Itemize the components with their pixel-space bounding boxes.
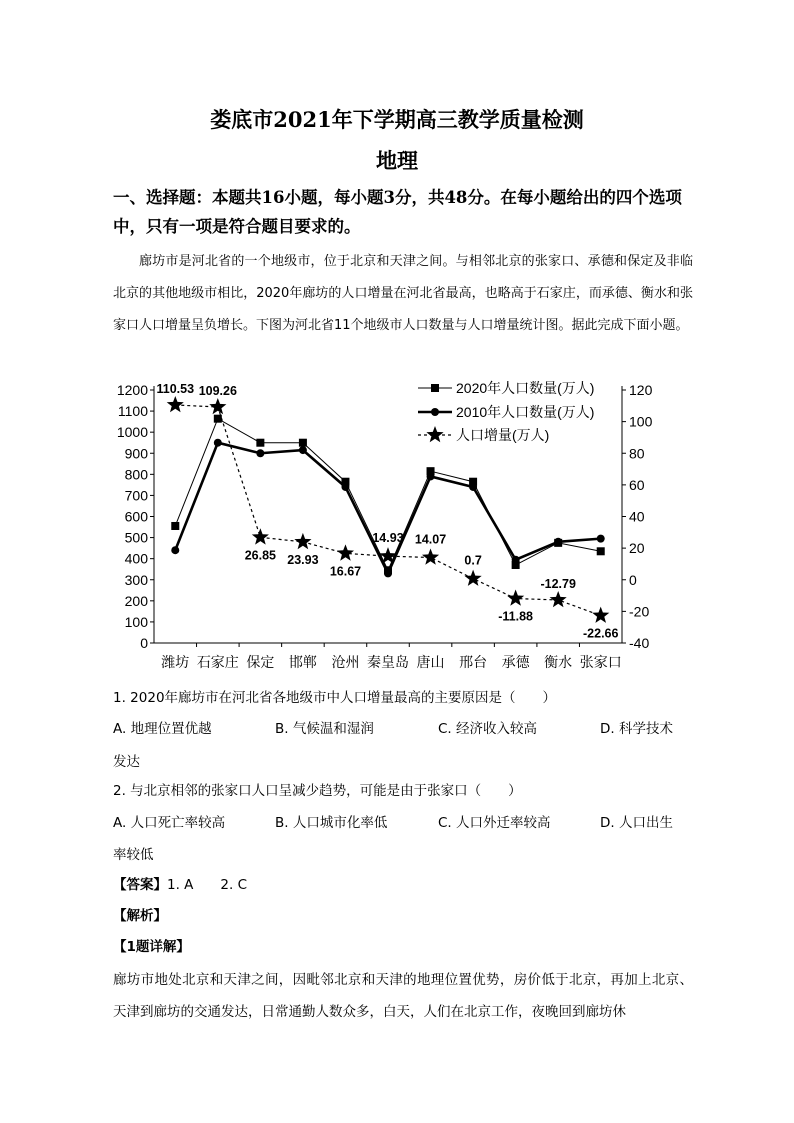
series-increment-marker bbox=[167, 396, 184, 412]
subject-title: 地理 bbox=[376, 148, 418, 173]
right-tick-label: -40 bbox=[629, 635, 650, 651]
detail-label: 【1题详解】 bbox=[113, 939, 190, 955]
series-2010-marker bbox=[171, 546, 179, 554]
analysis-label: 【解析】 bbox=[113, 908, 167, 924]
answer-line bbox=[113, 873, 247, 893]
legend-label: 2020年人口数量(万人) bbox=[456, 380, 595, 396]
answer-label: 【答案】 bbox=[113, 877, 167, 893]
legend-2020-marker bbox=[431, 384, 439, 392]
category-label: 衡水 bbox=[544, 654, 573, 670]
increment-data-label: 109.26 bbox=[198, 383, 237, 398]
right-tick-label: 20 bbox=[629, 540, 645, 557]
right-tick-label: -20 bbox=[629, 603, 650, 620]
q2-option-b[interactable]: B. 人口城市化率低 bbox=[275, 815, 388, 831]
left-tick-label: 900 bbox=[124, 445, 148, 462]
right-tick-label: 0 bbox=[629, 571, 637, 588]
left-tick-label: 300 bbox=[124, 571, 148, 588]
q1-option-b[interactable]: B. 气候温和湿润 bbox=[275, 721, 374, 737]
left-tick-label: 1200 bbox=[116, 382, 148, 398]
series-2020-marker bbox=[256, 439, 264, 447]
category-label: 石家庄 bbox=[196, 654, 239, 670]
series-2020-marker bbox=[171, 522, 179, 530]
series-increment-marker bbox=[422, 549, 439, 565]
series-2010-marker bbox=[427, 472, 435, 480]
legend-increment-marker bbox=[426, 426, 443, 442]
q1-option-a[interactable]: A. 地理位置优越 bbox=[113, 721, 212, 737]
series-2010-marker bbox=[299, 446, 307, 454]
increment-data-label: -22.66 bbox=[583, 626, 619, 641]
series-2010-marker bbox=[256, 449, 264, 457]
left-tick-label: 100 bbox=[124, 613, 148, 630]
increment-data-label: 26.85 bbox=[244, 548, 277, 563]
increment-data-label: 16.67 bbox=[329, 564, 362, 579]
series-increment-marker bbox=[209, 398, 226, 414]
series-2020-marker bbox=[299, 439, 307, 447]
category-label: 唐山 bbox=[416, 654, 445, 670]
q2-option-d[interactable]: D. 人口出生 bbox=[600, 815, 673, 831]
q1-option-d[interactable]: D. 科学技术 bbox=[600, 721, 673, 737]
left-axis-ticks bbox=[117, 382, 154, 651]
question-1-stem: 1. 2020年廊坊市在河北省各地级市中人口增量最高的主要原因是（ ） bbox=[113, 690, 557, 706]
page-title: 娄底市2021年下学期高三教学质量检测 bbox=[210, 107, 584, 132]
chart-legend bbox=[418, 380, 594, 443]
left-tick-label: 600 bbox=[124, 508, 148, 525]
increment-data-label: 0.7 bbox=[464, 553, 482, 568]
series-increment-marker bbox=[294, 533, 311, 549]
series-increment-marker bbox=[337, 544, 354, 560]
left-tick-label: 0 bbox=[140, 635, 148, 651]
left-tick-label: 1000 bbox=[116, 424, 148, 441]
right-axis-ticks bbox=[622, 382, 653, 651]
increment-data-label: 14.07 bbox=[414, 532, 447, 547]
population-chart bbox=[110, 370, 653, 675]
series-2010-marker bbox=[341, 483, 349, 491]
left-tick-label: 500 bbox=[124, 529, 148, 546]
left-tick-label: 800 bbox=[124, 466, 148, 483]
chart-axes bbox=[154, 383, 622, 643]
right-tick-label: 60 bbox=[629, 476, 645, 493]
intro-paragraph: 廊坊市是河北省的一个地级市，位于北京和天津之间。与相邻北京的张家口、承德和保定及非临北京的其他地级市相比，2020年廊坊的人口增量在河北省最高，也略高于石家庄，而承德、衡水和张家口人口增量呈负增长。下图为河北省11个地级市人口数量与人口增量统计图。据此完成下面小题。 bbox=[113, 254, 693, 333]
series-2010-marker bbox=[384, 569, 392, 577]
series-increment-marker bbox=[592, 607, 609, 623]
category-label: 保定 bbox=[246, 654, 275, 670]
category-label: 邢台 bbox=[459, 654, 488, 670]
series-2010-marker bbox=[469, 483, 477, 491]
q1-option-d-continuation: 发达 bbox=[113, 754, 140, 770]
series-2010-marker bbox=[512, 556, 520, 564]
increment-data-label: 14.93 bbox=[372, 531, 404, 546]
legend-2010-marker bbox=[431, 408, 439, 416]
right-tick-label: 80 bbox=[629, 445, 645, 462]
category-label: 潍坊 bbox=[161, 654, 190, 670]
category-label: 秦皇岛 bbox=[367, 654, 409, 670]
increment-data-label: -12.79 bbox=[540, 576, 576, 591]
left-tick-label: 400 bbox=[124, 550, 148, 567]
legend-label: 人口增量(万人) bbox=[456, 427, 550, 443]
q2-option-c[interactable]: C. 人口外迁率较高 bbox=[438, 815, 551, 831]
right-tick-label: 40 bbox=[629, 508, 645, 525]
series-increment-marker bbox=[465, 570, 482, 586]
category-label: 承德 bbox=[501, 654, 530, 670]
series-2020-marker bbox=[597, 547, 605, 555]
answer-text: 1. A 2. C bbox=[167, 877, 248, 893]
data-labels bbox=[156, 382, 618, 641]
right-tick-label: 100 bbox=[629, 413, 653, 430]
category-label: 沧州 bbox=[331, 654, 360, 670]
series-increment-marker bbox=[252, 528, 269, 544]
q2-option-a[interactable]: A. 人口死亡率较高 bbox=[113, 815, 226, 831]
right-tick-label: 120 bbox=[629, 382, 653, 398]
series-2010-marker bbox=[597, 535, 605, 543]
legend-label: 2010年人口数量(万人) bbox=[456, 404, 595, 420]
q2-option-d-continuation: 率较低 bbox=[113, 847, 154, 863]
series-increment-marker bbox=[507, 590, 524, 606]
left-tick-label: 200 bbox=[124, 592, 148, 609]
detail-text: 廊坊市地处北京和天津之间，因毗邻北京和天津的地理位置优势，房价低于北京，再加上北京、天津到廊坊的交通发达，日常通勤人数众多，白天，人们在北京工作，夜晚回到廊坊休 bbox=[113, 972, 693, 1020]
left-tick-label: 1100 bbox=[117, 403, 148, 420]
question-2-stem: 2. 与北京相邻的张家口人口呈减少趋势，可能是由于张家口（ ） bbox=[113, 783, 522, 799]
left-tick-label: 700 bbox=[124, 487, 148, 504]
category-label: 邯郸 bbox=[288, 654, 317, 670]
series-2010-marker bbox=[214, 439, 222, 447]
series-2010-marker bbox=[554, 538, 562, 546]
increment-data-label: 23.93 bbox=[287, 552, 319, 567]
increment-data-label: -11.88 bbox=[498, 609, 534, 624]
series-increment-marker bbox=[550, 591, 567, 607]
section-heading: 一、选择题：本题共16小题，每小题3分，共48分。在每小题给出的四个选项中，只有一项是符合题目要求的。 bbox=[113, 188, 682, 236]
q1-option-c[interactable]: C. 经济收入较高 bbox=[438, 721, 538, 737]
series-2020-marker bbox=[214, 415, 222, 423]
category-label: 张家口 bbox=[579, 654, 622, 670]
category-labels bbox=[161, 643, 621, 670]
increment-data-label: 110.53 bbox=[156, 381, 195, 396]
